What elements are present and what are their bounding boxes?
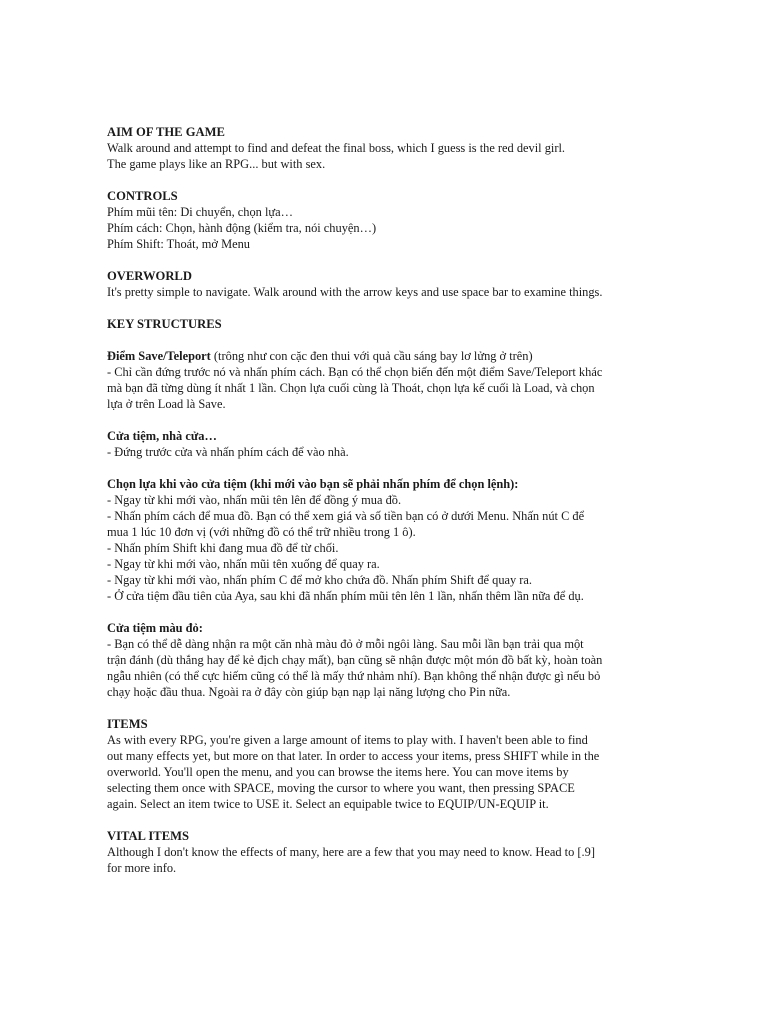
shop-menu-line-5: - Ngay từ khi mới vào, nhấn mũi tên xuống để quay ra. [107,557,380,571]
items-line-5: again. Select an item twice to USE it. Select an equipable twice to EQUIP/UN-EQUIP it. [107,797,549,811]
save-teleport-title-line [107,348,667,364]
shop-menu-line-7: - Ở cửa tiệm đầu tiên của Aya, sau khi đã nhấn phím mũi tên lên 1 lần, nhấn thêm lần nữa để dụ. [107,589,584,603]
shop-menu-line-6: - Ngay từ khi mới vào, nhấn phím C để mở kho chứa đồ. Nhấn phím Shift để quay ra. [107,573,533,587]
controls-line-1: Phím mũi tên: Di chuyển, chọn lựa… [107,205,294,219]
section-vital-items [107,828,667,876]
section-key-structures [107,316,667,700]
save-line-3: lựa ở trên Load là Save. [107,397,226,411]
shop-menu-line-4: - Nhấn phím Shift khi đang mua đồ để từ chối. [107,541,339,555]
save-line-1: - Chỉ cần đứng trước nó và nhấn phím cách. Bạn có thể chọn biến đến một điểm Save/Teleport khác [107,365,603,379]
document-page [107,124,667,876]
save-teleport-note: (trông như con cặc đen thui với quả cầu sáng bay lơ lửng ở trên) [210,349,533,363]
section-items [107,716,667,812]
shop-menu-line-2: - Nhấn phím cách để mua đồ. Bạn có thể xem giá và số tiền bạn có ở dưới Menu. Nhấn nút C để [107,509,585,523]
heading-items: ITEMS [107,717,148,731]
red-shop-line-4: chạy hoặc đầu thua. Ngoài ra ở đây còn giúp bạn nạp lại năng lượng cho Pin nữa. [107,685,511,699]
save-line-2: mà bạn đã từng dùng ít nhất 1 lần. Chọn lựa cuối cùng là Thoát, chọn lựa kế cuối là Load, và chọn [107,381,595,395]
shop-line-1: - Đứng trước cửa và nhấn phím cách để vào nhà. [107,445,349,459]
heading-aim: AIM OF THE GAME [107,125,225,139]
section-aim [107,124,667,172]
heading-vital-items: VITAL ITEMS [107,829,189,843]
heading-overworld: OVERWORLD [107,269,192,283]
items-line-1: As with every RPG, you're given a large amount of items to play with. I haven't been able to find [107,733,588,747]
spacer [107,460,667,476]
vital-items-line-2: for more info. [107,861,177,875]
heading-controls: CONTROLS [107,189,178,203]
spacer [107,332,667,348]
red-shop-line-1: - Bạn có thể dễ dàng nhận ra một căn nhà màu đỏ ở mỗi ngôi làng. Sau mỗi lần bạn trải qua một [107,637,584,651]
shop-menu-line-3: mua 1 lúc 10 đơn vị (với những đồ có thể trữ nhiều trong 1 ô). [107,525,416,539]
spacer [107,252,667,268]
red-shop-line-3: ngẫu nhiên (có thể cực hiếm cũng có thể là mấy thứ nhảm nhí). Bạn không thể nhận được gì nếu bỏ [107,669,601,683]
red-shop-line-2: trận đánh (dù thắng hay để kẻ địch chạy mất), bạn cũng sẽ nhận được một món đồ bất kỳ, hoàn toàn [107,653,603,667]
controls-line-2: Phím cách: Chọn, hành động (kiểm tra, nói chuyện…) [107,221,377,235]
spacer [107,412,667,428]
vital-items-line-1: Although I don't know the effects of many, here are a few that you may need to know. Head to [.9] [107,845,595,859]
heading-key-structures: KEY STRUCTURES [107,317,222,331]
spacer [107,300,667,316]
overworld-line-1: It's pretty simple to navigate. Walk around with the arrow keys and use space bar to examine things. [107,285,603,299]
spacer [107,604,667,620]
shop-menu-line-1: - Ngay từ khi mới vào, nhấn mũi tên lên để đồng ý mua đồ. [107,493,402,507]
red-shop-title: Cửa tiệm màu đỏ: [107,621,203,635]
items-line-4: selecting them once with SPACE, moving the cursor to where you want, then pressing SPACE [107,781,575,795]
save-teleport-title: Điểm Save/Teleport [107,349,211,363]
spacer [107,812,667,828]
controls-line-3: Phím Shift: Thoát, mở Menu [107,237,250,251]
spacer [107,172,667,188]
aim-line-2: The game plays like an RPG... but with sex. [107,157,326,171]
shop-menu-title: Chọn lựa khi vào cửa tiệm (khi mới vào bạn sẽ phải nhấn phím để chọn lệnh): [107,477,519,491]
section-overworld [107,268,667,300]
spacer [107,700,667,716]
section-controls [107,188,667,252]
items-line-3: overworld. You'll open the menu, and you can browse the items here. You can move items by [107,765,569,779]
items-line-2: out many effects yet, but more on that later. In order to access your items, press SHIFT while in the [107,749,600,763]
aim-line-1: Walk around and attempt to find and defeat the final boss, which I guess is the red devil girl. [107,141,566,155]
shop-title: Cửa tiệm, nhà cửa… [107,429,217,443]
